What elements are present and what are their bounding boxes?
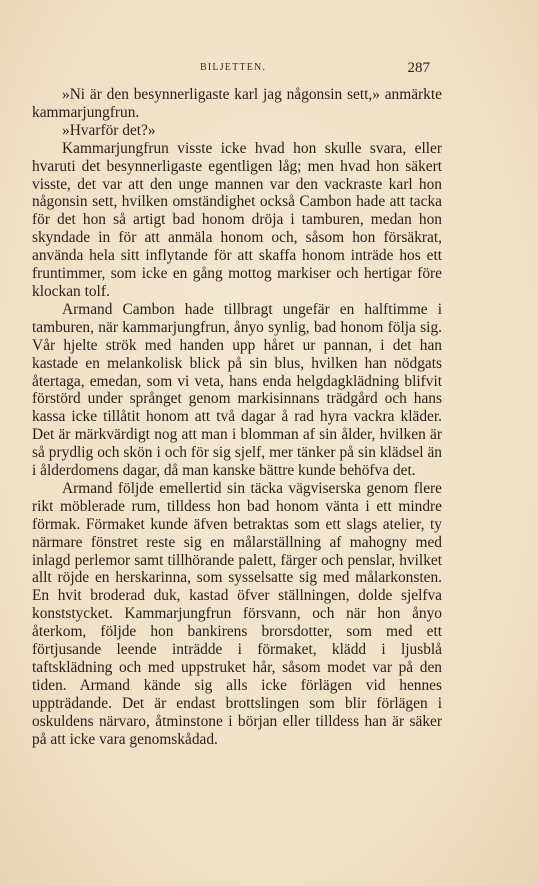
paragraph-1: »Ni är den besynnerligaste karl jag någonsin sett,» anmärkte kammarjungfrun. [32,86,442,121]
running-head-title: BILJETTEN. [200,62,267,73]
paragraph-3: Kammarjungfrun visste icke hvad hon skulle svara, eller hvaruti det besynnerligaste egentligen låg; men hvad hon säkert visste, det var att den unge mannen var den vackraste karl hon någonsin sett, hvilken omständighet också Cambon hade att tacka för det hon så artigt bad honom dröja i tamburen, medan hon skyndade in för att anmäla honom och, såsom hon försäkrat, använda hela sitt inflytande för att skaffa honom inträde hos ett fruntimmer, som icke en gång mottog markiser och hertigar före klockan tolf. [32,139,442,300]
page-number: 287 [407,60,430,76]
body-text [32,86,442,749]
page-header [30,60,432,78]
paragraph-2: »Hvarför det?» [62,121,156,139]
paragraph-5: Armand följde emellertid sin täcka vägviserska genom flere rikt möblerade rum, tilldess hon bad honom vänta i ett mindre förmak. Förmaket kunde äfven betraktas som ett slags atelier, ty närmare fönstret reste sig en målarställning af mahogny med inlagd perlemor samt tillhörande palett, färger och penslar, hvilket allt röjde en herskarinna, som sysselsatte sig med målarkonsten. En hvit broderad duk, kastad öfver ställningen, dolde sjelfva konststycket. Kammarjungfrun försvann, och när hon ånyo återkom, följde hon bankirens brorsdotter, som med ett förtjusande leende inträdde i förmaket, klädd i ljusblå taftsklädning och med uppstruket hår, såsom modet var på den tiden. Armand kände sig alls icke förlägen vid hennes uppträdande. Det är endast brottslingen som blir förlägen i oskuldens närvaro, åtminstone i början eller tilldess han är säker på att icke vara genomskådad. [32,479,442,748]
paragraph-4: Armand Cambon hade tillbragt ungefär en halftimme i tamburen, när kammarjungfrun, ånyo synlig, bad honom följa sig. Vår hjelte strök med handen upp håret ur pannan, i det han kastade en melankolisk blick på sin blus, hvilken han nödgats återtaga, emedan, som vi veta, hans enda helgdagklädning blifvit förstörd under språnget genom markisinnans trädgård och hans kassa icke tillåtit honom att två dagar å rad hyra vackra kläder. Det är märkvärdigt nog att man i blomman af sin ålder, hvilken är så prydlig och skön i och för sig sjelf, mer tänker på sin klädsel än i ålderdomens dagar, då man kanske bättre kunde behöfva det. [32,300,442,480]
